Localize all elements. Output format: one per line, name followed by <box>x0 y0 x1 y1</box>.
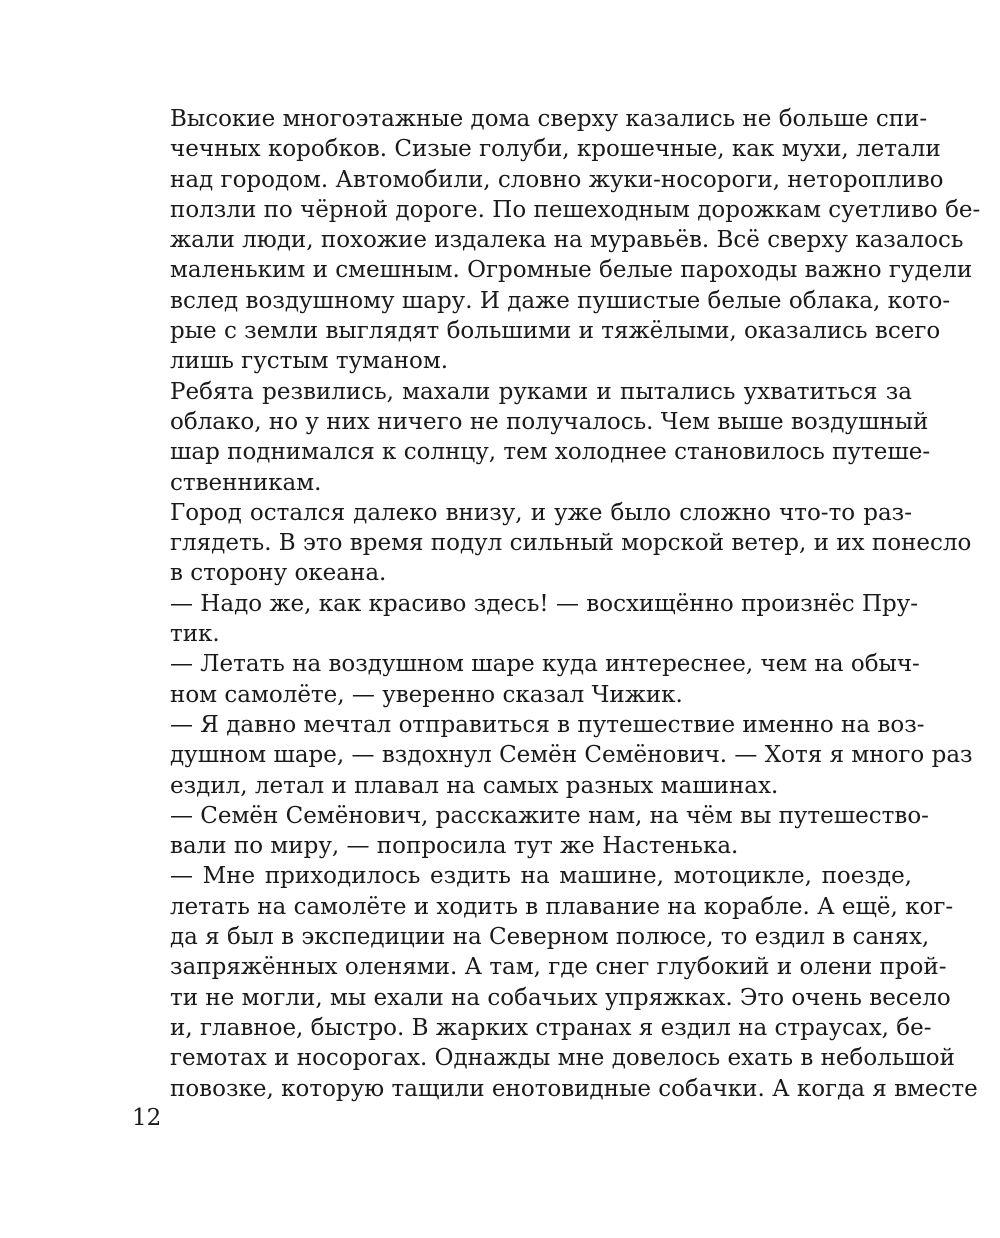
text-line: запряжённых оленями. А там, где снег глубокий и олени прой- <box>170 954 947 981</box>
text-line: да я был в экспедиции на Северном полюсе, то ездил в санях, <box>170 924 930 951</box>
text-line: и, главное, быстро. В жарких странах я ездил на страусах, бе- <box>170 1014 932 1041</box>
text-line: Высокие многоэтажные дома сверху казались не больше спи- <box>170 106 928 132</box>
text-line: летать на самолёте и ходить в плавание на корабле. А ещё, ког- <box>170 893 954 920</box>
text-line: ти не могли, мы ехали на собачьих упряжках. Это очень весело <box>170 984 951 1011</box>
text-line: душном шаре, — вздохнул Семён Семёнович. — Хотя я много раз <box>170 742 973 769</box>
paragraph <box>132 377 931 498</box>
text-line: Ребята резвились, махали руками и пытались ухватиться за <box>170 378 912 405</box>
text-line: вслед воздушному шару. И даже пушистые белые облака, кото- <box>170 287 951 314</box>
text-line: маленьким и смешным. Огромные белые пароходы важно гудели <box>170 257 973 284</box>
text-line: — Летать на воздушном шаре куда интереснее, чем на обыч- <box>170 651 920 678</box>
paragraph <box>132 801 929 862</box>
paragraph <box>132 710 973 801</box>
text-line: повозке, которую тащили енотовидные собачки. А когда я вместе <box>170 1075 978 1102</box>
text-line: — Я давно мечтал отправиться в путешествие именно на воз- <box>170 711 925 738</box>
text-line: вали по миру, — попросила тут же Настенька. <box>170 833 739 860</box>
text-line: Город остался далеко внизу, и уже было сложно что-то раз- <box>170 499 912 526</box>
paragraph <box>132 649 920 710</box>
text-line: чечных коробков. Сизые голуби, крошечные, как мухи, летали <box>170 136 941 163</box>
text-line: — Надо же, как красиво здесь! — восхищённо произнёс Пру- <box>170 590 919 617</box>
paragraph <box>132 861 978 1103</box>
text-line: рые с земли выглядят большими и тяжёлыми, оказались всего <box>170 318 941 345</box>
text-line: гемотах и носорогах. Однажды мне довелось ехать в небольшой <box>170 1045 955 1072</box>
text-line: ственникам. <box>170 469 322 496</box>
page-number: 12 <box>132 1105 162 1131</box>
text-line: ездил, летал и плавал на самых разных машинах. <box>170 772 779 799</box>
body-text <box>132 104 981 1104</box>
text-line: жали люди, похожие издалека на муравьёв. Всё сверху казалось <box>170 227 964 254</box>
text-line: лишь густым туманом. <box>170 348 449 375</box>
text-line: шар поднимался к солнцу, тем холоднее становилось путеше- <box>170 439 931 466</box>
paragraph <box>132 104 981 377</box>
text-line: облако, но у них ничего не получалось. Чем выше воздушный <box>170 408 929 435</box>
text-line: в сторону океана. <box>170 560 387 587</box>
text-line: ном самолёте, — уверенно сказал Чижик. <box>170 681 683 708</box>
text-line: тик. <box>170 621 220 648</box>
text-line: над городом. Автомобили, словно жуки-носороги, неторопливо <box>170 166 944 193</box>
text-line: — Мне приходилось ездить на машине, мотоцикле, поезде, <box>170 863 912 890</box>
text-line: — Семён Семёнович, расскажите нам, на чём вы путешество- <box>170 802 929 829</box>
text-line: ползли по чёрной дороге. По пешеходным дорожкам суетливо бе- <box>170 196 981 223</box>
text-line: глядеть. В это время подул сильный морской ветер, и их понесло <box>170 530 972 557</box>
paragraph <box>132 589 919 650</box>
paragraph <box>132 498 972 589</box>
